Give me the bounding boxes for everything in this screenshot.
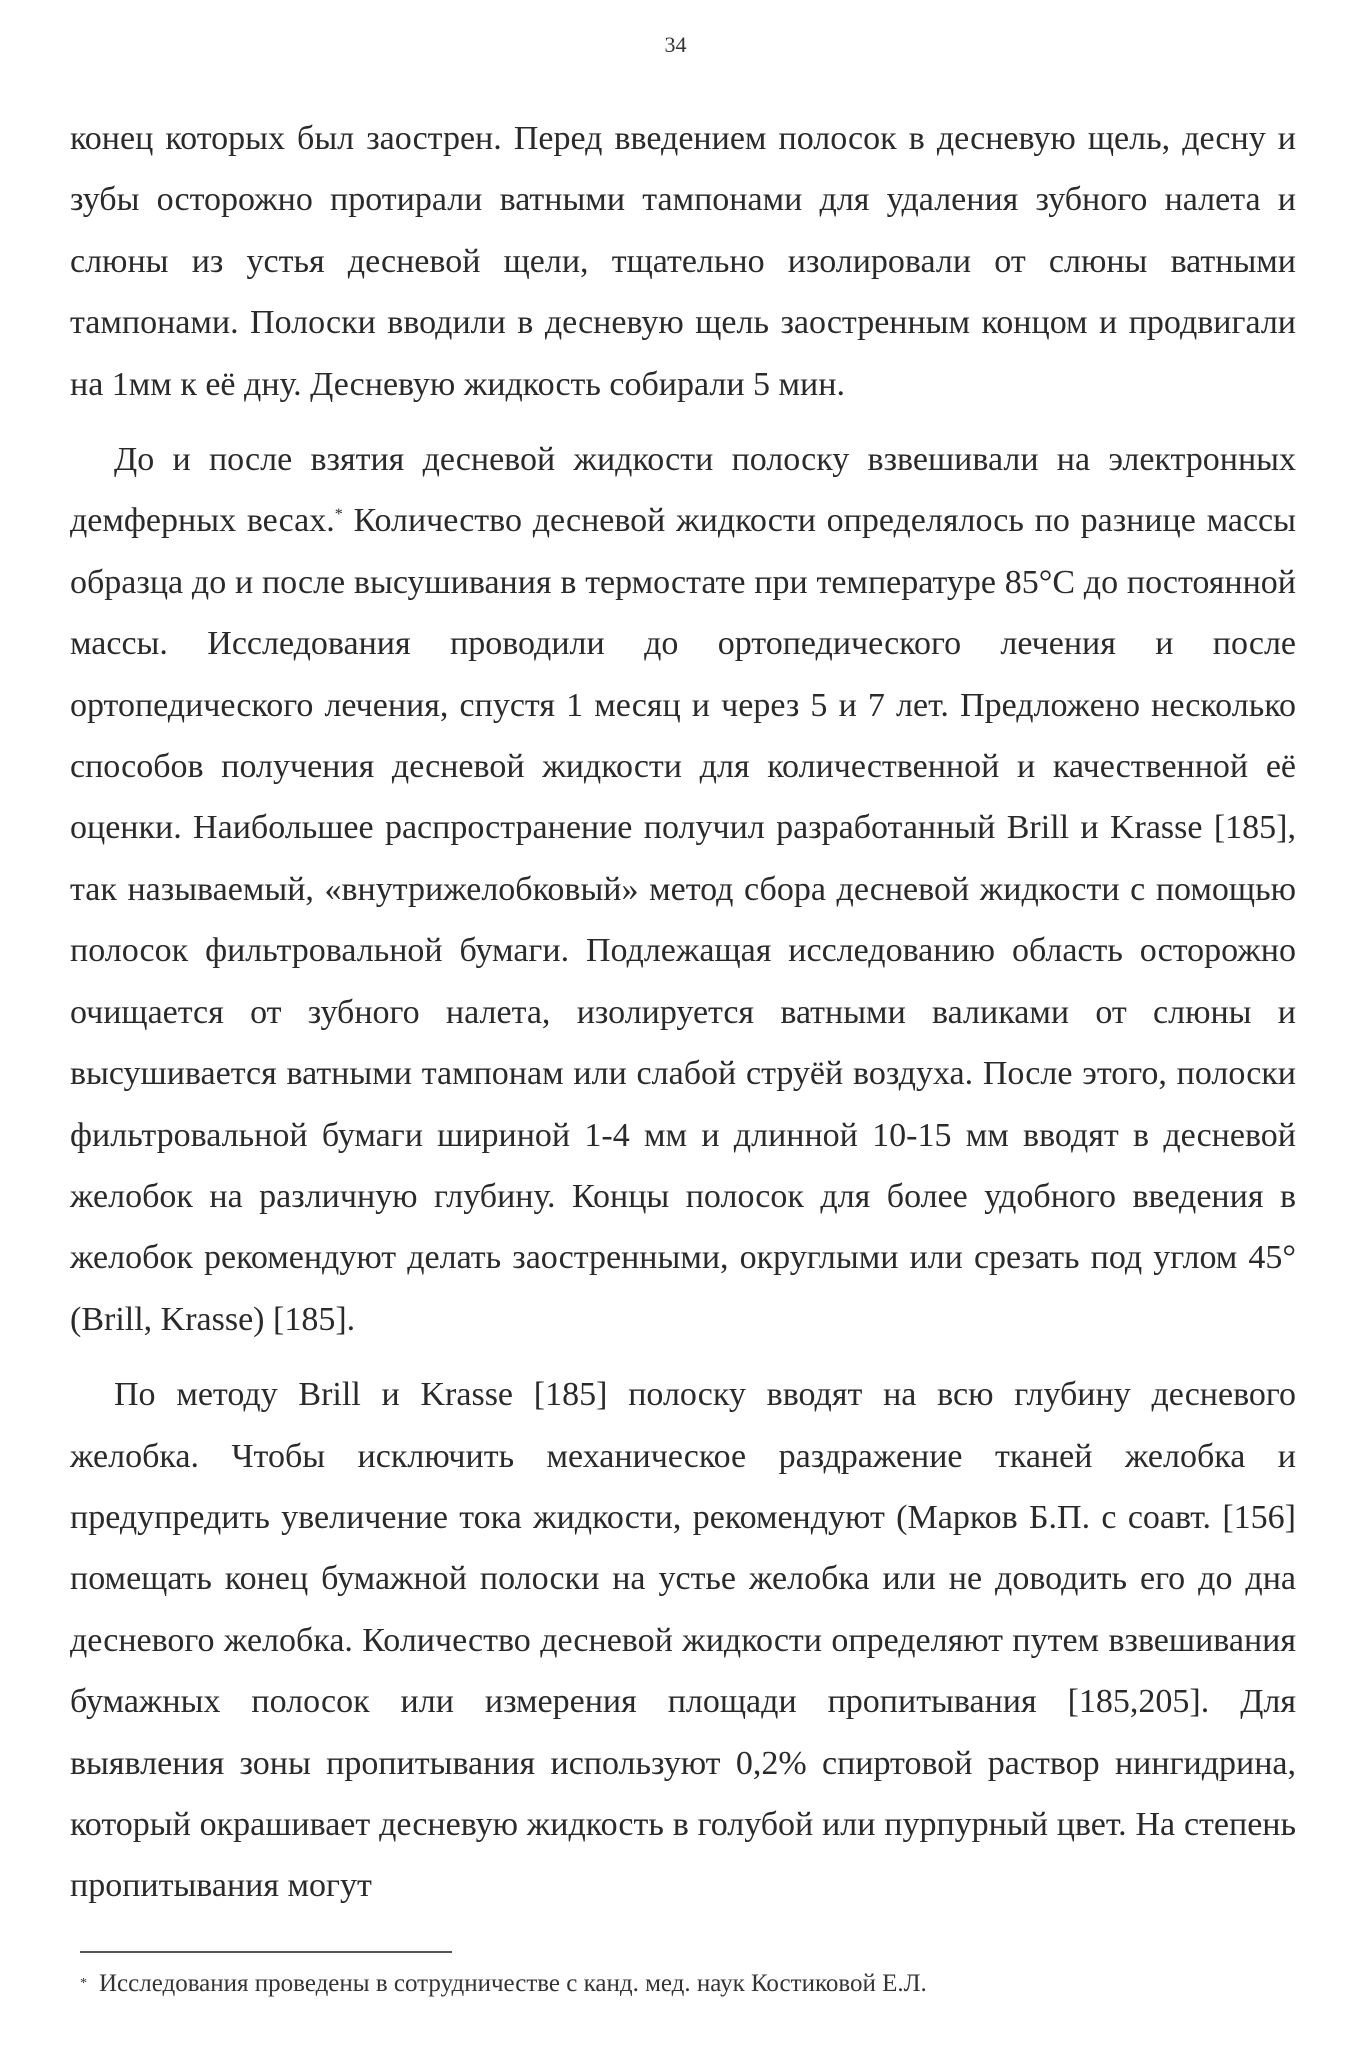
page-number: 34 [664,32,687,57]
paragraph-3: По методу Brill и Krasse [185] полоску вводят на всю глубину десневого желобка. Чтобы исключить механическое раздражение тканей желобка и предупредить увеличение тока жидкости, рекомендуют (Марков Б.П. с соавт. [156] помещать конец бумажной полоски на устье желобка или не доводить его до дна десневого желобка. Количество десневой жидкости определяют путем взвешивания бумажных полосок или измерения площади пропитывания [185,205]. Для выявления зоны пропитывания используют 0,2% спиртовой раствор нингидрина, который окрашивает десневую жидкость в голубой или пурпурный цвет. На степень пропитывания могут [70,1376,1296,1905]
paragraph-1: конец которых был заострен. Перед введением полосок в десневую щель, десну и зубы осторожно протирали ватными тампонами для удаления зубного налета и слюны из устья десневой щели, тщательно изолировали от слюны ватными тампонами. Полоски вводили в десневую щель заостренным концом и продвигали на 1мм к её дну. Десневую жидкость собирали 5 мин. [70,120,1296,403]
footnote-reference: * [334,506,343,524]
paragraph-2 [70,429,1296,1350]
paragraph-2-start: До и после взятия десневой жидкости полоску взвешивали на электронных демферных весах. [70,441,1296,540]
footnote-divider [80,1951,452,1953]
paragraph-2-rest: Количество десневой жидкости определялось по разнице массы образца до и после высушивания в термостате при температуре 85°С до постоянной массы. Исследования проводили до ортопедического лечения и после ортопедического лечения, спустя 1 месяц и через 5 и 7 лет. Предложено несколько способов получения десневой жидкости для количественной и качественной её оценки. Наибольшее распространение получил разработанный Brill и Krasse [185], так называемый, «внутрижелобковый» метод сбора десневой жидкости с помощью полосок фильтровальной бумаги. Подлежащая исследованию область осторожно очищается от зубного налета, изолируется ватными валиками от слюны и высушивается ватными тампонам или слабой струёй воздуха. После этого, полоски фильтровальной бумаги шириной 1-4 мм и длинной 10-15 мм вводят в десневой желобок на различную глубину. Концы полосок для более удобного введения в желобок рекомендуют делать заостренными, округлыми или срезать под углом 45° (Brill, Krasse) [185]. [70,502,1296,1338]
footnote-text: Исследования проведены в сотрудничестве с канд. мед. наук Костиковой Е.Л. [99,1970,927,1997]
body-text [70,108,1296,1917]
footnote [80,1967,1280,2001]
footnote-mark: * [80,1976,87,1991]
